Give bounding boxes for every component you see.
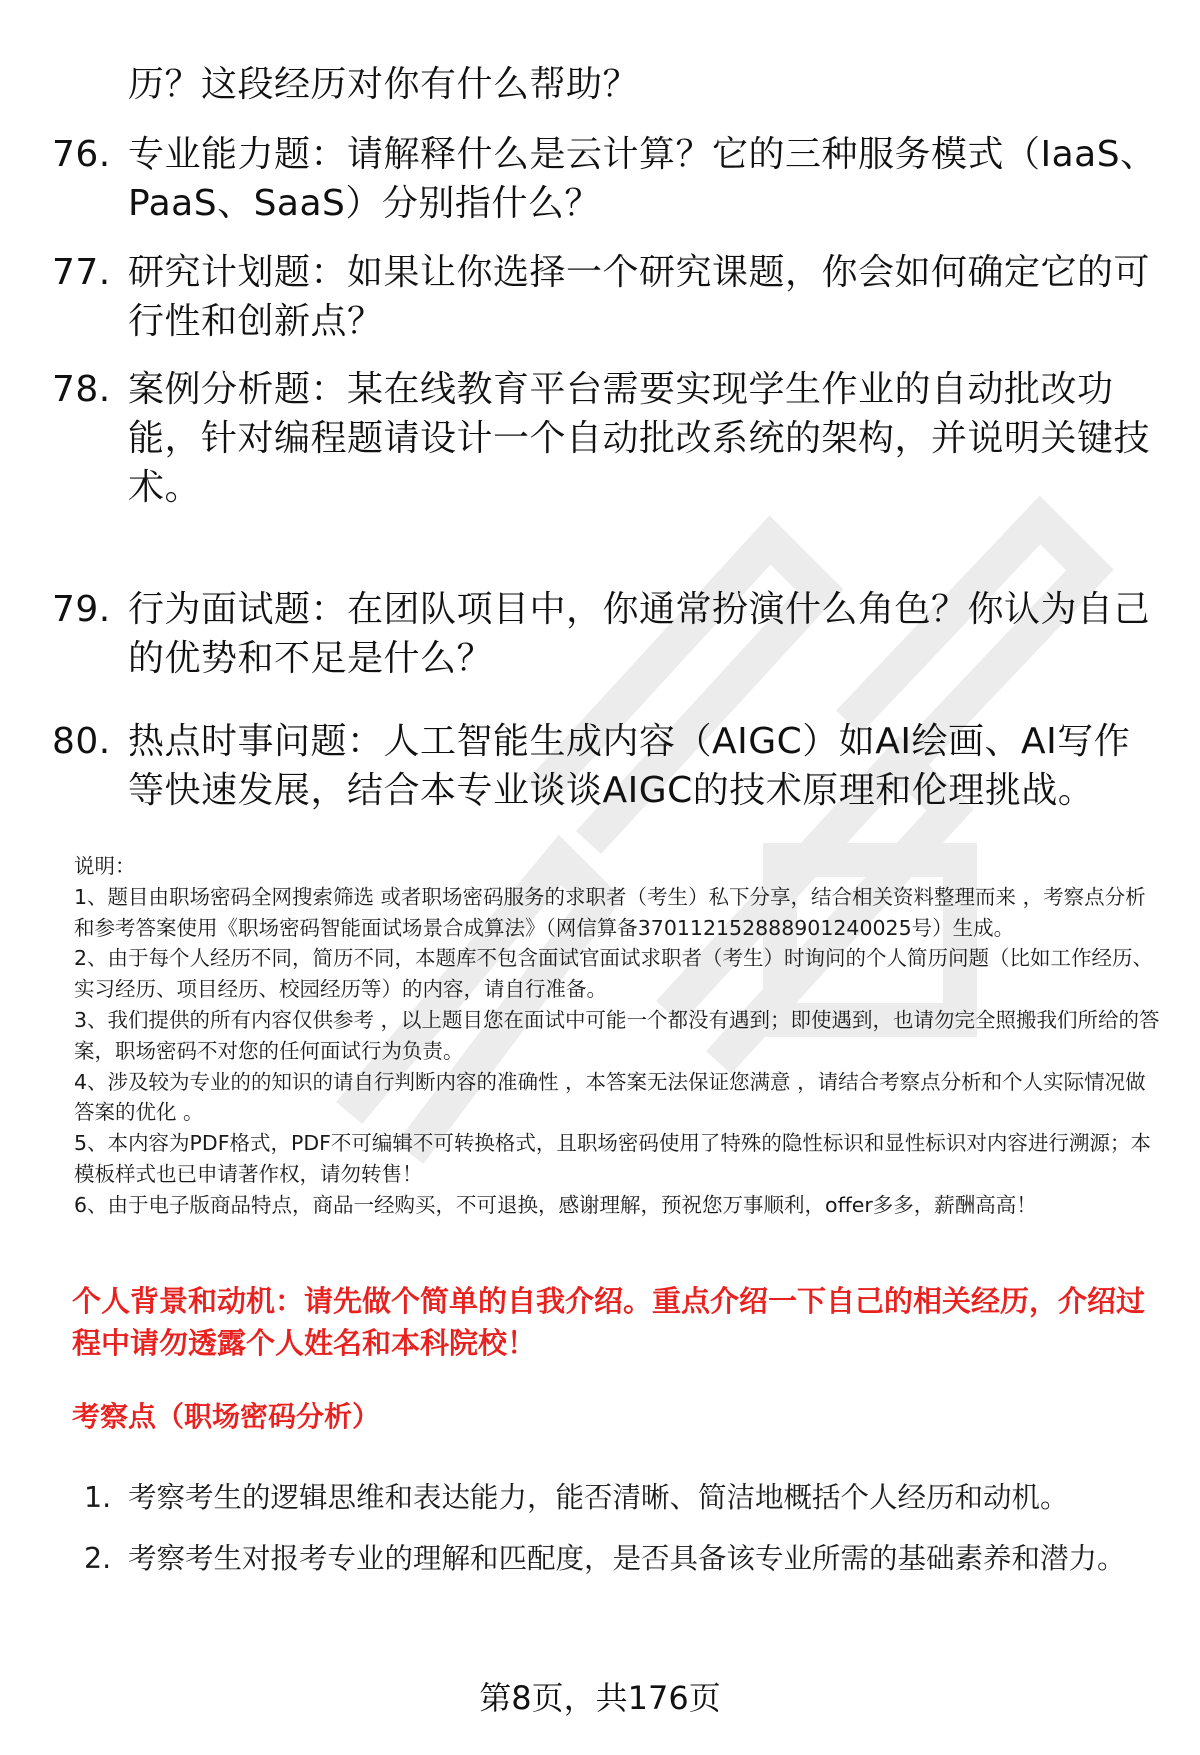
notes-section [74, 851, 1164, 1221]
question-text: 历？这段经历对你有什么帮助？ [128, 64, 640, 105]
analysis-point [84, 1469, 1154, 1527]
question-text: 热点时事问题：人工智能生成内容（AIGC）如AI绘画、AI写作等快速发展，结合本专业谈谈AIGC的技术原理和伦理挑战。 [128, 721, 1131, 811]
question-number: 79. [52, 589, 111, 630]
question-75-continuation [52, 60, 1162, 109]
note-item: 1、题目由职场密码全网搜索筛选 或者职场密码服务的求职者（考生）私下分享，结合相关资料整理而来 ，考察点分析和参考答案使用《职场密码智能面试场景合成算法》（网信算备370112152888901240025号）生成。 [74, 884, 1146, 940]
note-item: 2、由于每个人经历不同，简历不同，本题库不包含面试官面试求职者（考生）时询问的个人简历问题（比如工作经历、实习经历、项目经历、校园经历等）的内容，请自行准备。 [74, 946, 1154, 1002]
question-79 [52, 585, 1162, 683]
question-text: 行为面试题：在团队项目中，你通常扮演什么角色？你认为自己的优势和不足是什么？ [128, 589, 1151, 679]
featured-question: 个人背景和动机：请先做个简单的自我介绍。重点介绍一下自己的相关经历，介绍过程中请勿透露个人姓名和本科院校！ [72, 1284, 1146, 1360]
analysis-point [84, 1530, 1154, 1588]
note-item: 6、由于电子版商品特点，商品一经购买，不可退换，感谢理解，预祝您万事顺利，offer多多，薪酬高高！ [74, 1192, 1037, 1217]
question-number: 77. [52, 252, 111, 293]
note-item: 3、我们提供的所有内容仅供参考 ，以上题目您在面试中可能一个都没有遇到；即使遇到，也请勿完全照搬我们所给的答案，职场密码不对您的任何面试行为负责。 [74, 1007, 1160, 1063]
question-80 [52, 717, 1162, 815]
question-78 [52, 365, 1162, 512]
question-number: 76. [52, 134, 111, 175]
point-number: 1. [84, 1481, 112, 1514]
note-item: 4、涉及较为专业的的知识的请自行判断内容的准确性 ，本答案无法保证您满意 ，请结合考察点分析和个人实际情况做答案的优化 。 [74, 1069, 1146, 1125]
point-number: 2. [84, 1542, 112, 1575]
question-number: 78. [52, 369, 111, 410]
notes-heading: 说明： [74, 854, 136, 878]
question-text: 研究计划题：如果让你选择一个研究课题，你会如何确定它的可行性和创新点？ [128, 252, 1151, 342]
question-text: 专业能力题：请解释什么是云计算？它的三种服务模式（IaaS、PaaS、SaaS）分别指什么？ [128, 134, 1157, 224]
question-number: 80. [52, 721, 111, 762]
question-text: 案例分析题：某在线教育平台需要实现学生作业的自动批改功能，针对编程题请设计一个自动批改系统的架构，并说明关键技术。 [128, 369, 1151, 508]
point-text: 考察考生的逻辑思维和表达能力，能否清晰、简洁地概括个人经历和动机。 [128, 1481, 1069, 1514]
question-76 [52, 130, 1162, 228]
analysis-section-title: 考察点（职场密码分析） [72, 1400, 381, 1433]
page-number: 第8页，共176页 [479, 1679, 721, 1717]
point-text: 考察考生对报考专业的理解和匹配度，是否具备该专业所需的基础素养和潜力。 [128, 1542, 1126, 1575]
question-77 [52, 248, 1162, 346]
note-item: 5、本内容为PDF格式，PDF不可编辑不可转换格式，且职场密码使用了特殊的隐性标识和显性标识对内容进行溯源；本模板样式也已申请著作权，请勿转售！ [74, 1131, 1151, 1186]
